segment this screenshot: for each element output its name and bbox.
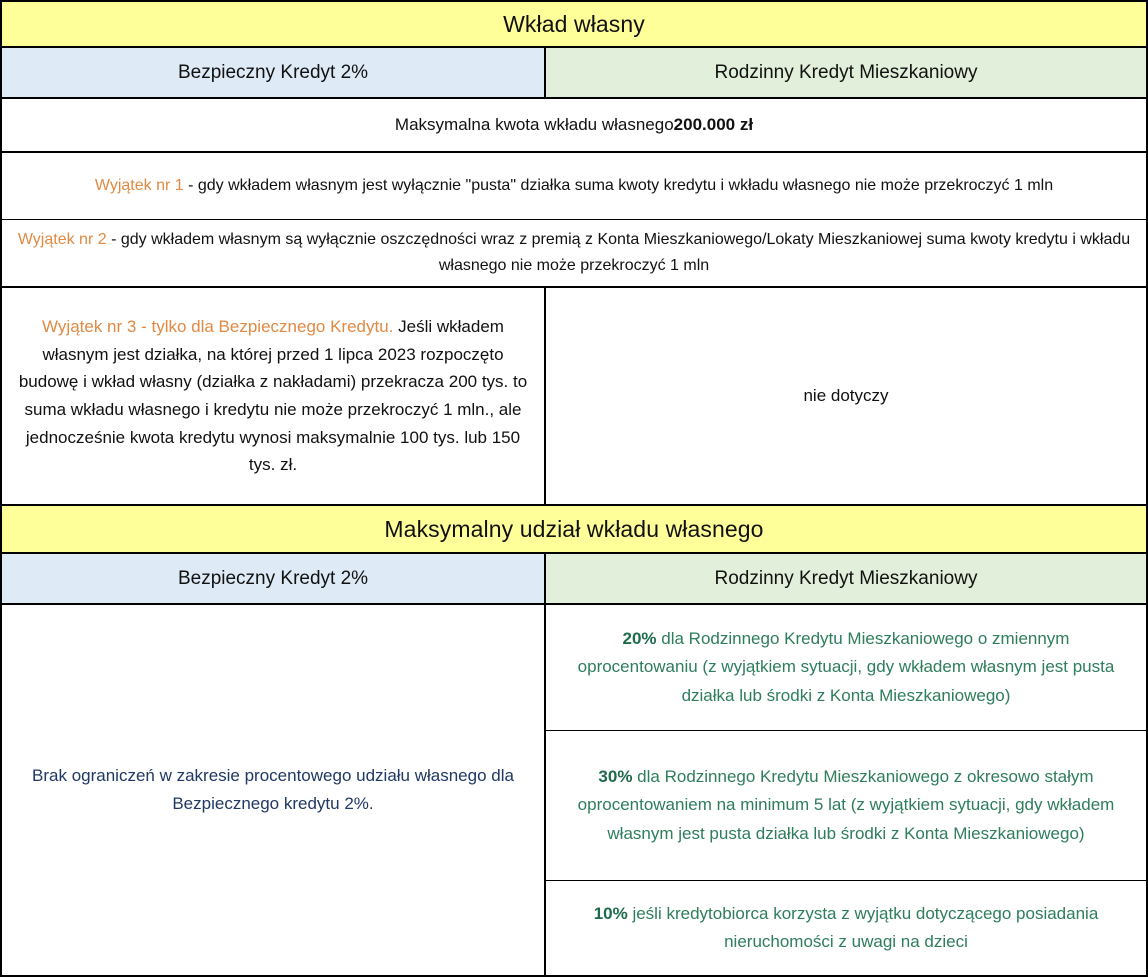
percent-text-20: dla Rodzinnego Kredytu Mieszkaniowego o zmiennym oprocentowaniu (z wyjątkiem sytuacji, gdy wkładem własnym jest pusta działka lub środki z Konta Mieszkaniowego) xyxy=(577,629,1115,705)
percent-item-20 xyxy=(546,605,1146,731)
exception-1-row xyxy=(0,153,1148,220)
percent-text-30: dla Rodzinnego Kredytu Mieszkaniowego z okresowo stałym oprocentowaniem na minimum 5 lat (z wyjątkiem sytuacji, gdy wkładem własnym jest pusta działka lub środki z Konta Mieszkaniowego) xyxy=(577,767,1115,843)
exception-3-label-period: . xyxy=(388,317,394,337)
section2-header-right: Rodzinny Kredyt Mieszkaniowy xyxy=(546,554,1148,605)
exception-2-text: - gdy wkładem własnym są wyłącznie oszczędności wraz z premią z Konta Mieszkaniowego/Lokaty Mieszkaniowej suma kwoty kredytu i wkładu własnego nie może przekroczyć 1 mln xyxy=(106,231,1131,274)
max-amount-row xyxy=(0,99,1148,153)
section1-title: Wkład własny xyxy=(0,0,1148,48)
exception-2-cell xyxy=(0,220,1148,288)
section2-header-left: Bezpieczny Kredyt 2% xyxy=(0,554,546,605)
exception-3-label-suffix: - tylko dla Bezpiecznego Kredytu xyxy=(136,317,389,337)
section2-title: Maksymalny udział wkładu własnego xyxy=(0,506,1148,554)
exception-1-text: - gdy wkładem własnym jest wyłącznie "pusta" działka suma kwoty kredytu i wkładu własnego nie może przekroczyć 1 mln xyxy=(183,177,1054,195)
section1-header-left: Bezpieczny Kredyt 2% xyxy=(0,48,546,99)
percent-item-10 xyxy=(546,881,1146,975)
percent-value-20: 20% xyxy=(622,629,657,649)
percent-item-30 xyxy=(546,731,1146,881)
exception-3-body: Jeśli wkładem własnym jest działka, na której przed 1 lipca 2023 rozpoczęto budowę i wkład własny (działka z nakładami) przekracza 200 tys. to suma wkładu własnego i kredytu nie może przekroczyć 1 mln., ale jednocześnie kwota kredytu wynosi maksymalnie 100 tys. lub 150 tys. zł. xyxy=(18,317,528,475)
section1-header-right: Rodzinny Kredyt Mieszkaniowy xyxy=(546,48,1148,99)
section2-body-row xyxy=(0,605,1148,977)
exception-2-label: Wyjątek nr 2 xyxy=(17,231,107,249)
exception-3-row xyxy=(0,288,1148,506)
exception-3-label: Wyjątek nr 3 xyxy=(42,317,137,337)
section2-header-row xyxy=(0,554,1148,605)
section2-left-cell: Brak ograniczeń w zakresie procentowego udziału własnego dla Bezpiecznego kredytu 2%. xyxy=(0,605,546,977)
section2-title-row xyxy=(0,506,1148,554)
section1-title-row xyxy=(0,0,1148,48)
exception-2-row xyxy=(0,220,1148,288)
exception-1-cell xyxy=(0,153,1148,220)
max-amount-prefix: Maksymalna kwota wkładu własnego xyxy=(394,115,674,134)
percent-text-10: jeśli kredytobiorca korzysta z wyjątku dotyczącego posiadania nieruchomości z uwagi na dzieci xyxy=(627,903,1099,951)
exception-3-not-applicable: nie dotyczy xyxy=(803,386,889,405)
percent-value-10: 10% xyxy=(593,903,628,923)
exception-1-label: Wyjątek nr 1 xyxy=(94,177,184,195)
exception-3-left-cell xyxy=(0,288,546,506)
section1-header-row xyxy=(0,48,1148,99)
percent-value-30: 30% xyxy=(598,767,633,787)
section2-right-cell xyxy=(546,605,1148,977)
max-amount-value: 200.000 zł xyxy=(673,115,754,134)
exception-3-right-cell xyxy=(546,288,1148,506)
max-amount-cell xyxy=(0,99,1148,153)
